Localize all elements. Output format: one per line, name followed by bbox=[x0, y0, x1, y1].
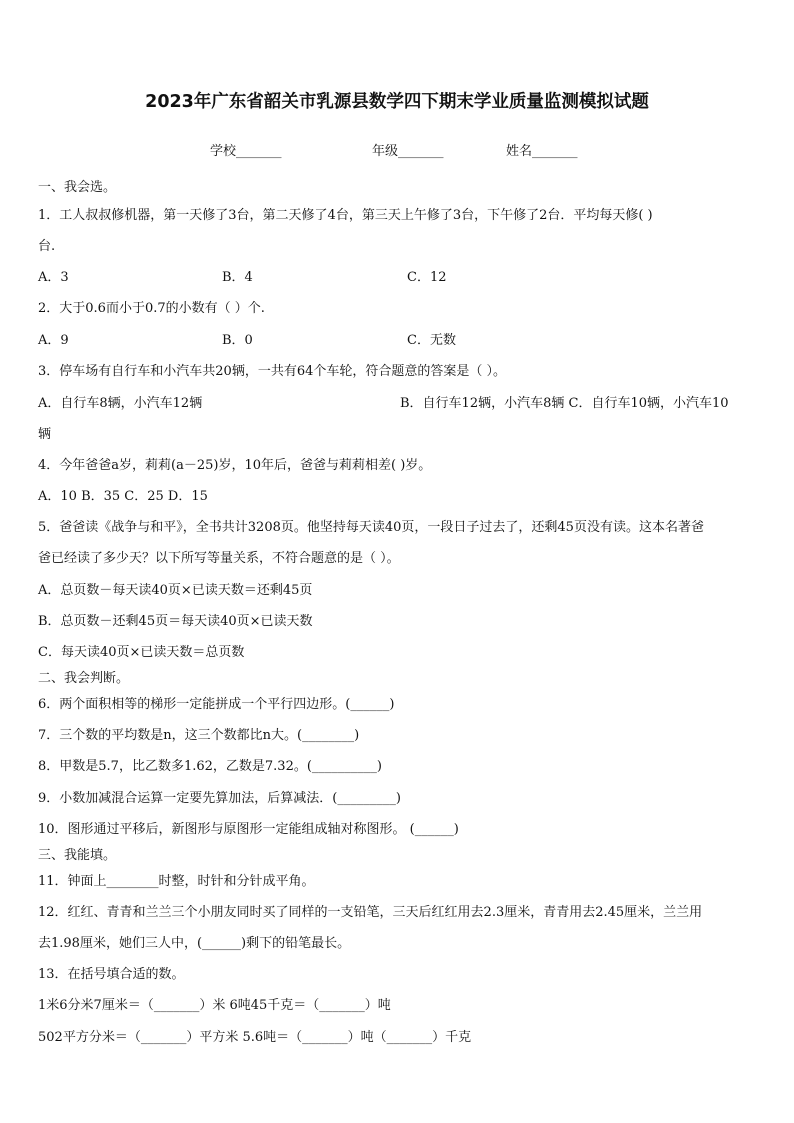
question-13: 13．在括号填合适的数。 bbox=[38, 967, 185, 982]
question-5-cont: 爸已经读了多少天？以下所写等量关系，不符合题意的是（ ）。 bbox=[38, 551, 400, 566]
question-8: 8．甲数是5.7，比乙数多1.62，乙数是7.32。(__________) bbox=[38, 759, 382, 774]
q2-option-b: B．0 bbox=[222, 333, 253, 348]
question-6: 6．两个面积相等的梯形一定能拼成一个平行四边形。(______) bbox=[38, 697, 395, 712]
q1-option-c: C．12 bbox=[407, 270, 447, 285]
question-12-cont: 去1.98厘米，她们三人中，(______)剩下的铅笔最长。 bbox=[38, 936, 351, 951]
q2-option-c: C．无数 bbox=[407, 333, 456, 348]
question-1-cont: 台. bbox=[38, 239, 56, 254]
q13-line-1: 1米6分米7厘米＝（_______）米 6吨45千克＝（_______）吨 bbox=[38, 998, 391, 1013]
q5-option-b: B．总页数－还剩45页＝每天读40页×已读天数 bbox=[38, 614, 313, 629]
q3-option-bc: B．自行车12辆，小汽车8辆 C．自行车10辆，小汽车10 bbox=[400, 396, 729, 411]
section-heading-fill: 三、我能填。 bbox=[38, 848, 117, 863]
q2-option-a: A．9 bbox=[38, 333, 69, 348]
section-heading-choice: 一、我会选。 bbox=[38, 180, 117, 195]
question-11: 11．钟面上________时整，时针和分针成平角。 bbox=[38, 874, 315, 889]
question-12: 12．红红、青青和兰兰三个小朋友同时买了同样的一支铅笔，三天后红红用去2.3厘米，青青用去2.45厘米，兰兰用 bbox=[38, 905, 703, 920]
q5-option-c: C．每天读40页×已读天数＝总页数 bbox=[38, 645, 245, 660]
page-title: 2023年广东省韶关市乳源县数学四下期末学业质量监测模拟试题 bbox=[145, 92, 649, 112]
question-3-cont: 辆 bbox=[38, 427, 52, 442]
section-heading-judge: 二、我会判断。 bbox=[38, 671, 130, 686]
school-field: 学校_______ bbox=[210, 144, 282, 159]
question-3: 3．停车场有自行车和小汽车共20辆，一共有64个车轮，符合题意的答案是（ ）。 bbox=[38, 364, 506, 379]
question-2: 2．大于0.6而小于0.7的小数有（ ）个. bbox=[38, 301, 265, 316]
q3-option-a: A．自行车8辆，小汽车12辆 bbox=[38, 396, 203, 411]
question-9: 9．小数加减混合运算一定要先算加法，后算减法．(_________) bbox=[38, 791, 401, 806]
question-4: 4．今年爸爸a岁，莉莉(a－25)岁，10年后，爸爸与莉莉相差( )岁。 bbox=[38, 458, 432, 473]
q1-option-b: B．4 bbox=[222, 270, 253, 285]
q5-option-a: A．总页数－每天读40页×已读天数＝还剩45页 bbox=[38, 583, 313, 598]
q4-options: A．10 B．35 C．25 D．15 bbox=[38, 489, 208, 504]
q13-line-2: 502平方分米＝（_______）平方米 5.6吨＝（_______）吨（_______）千克 bbox=[38, 1030, 472, 1045]
name-field: 姓名_______ bbox=[506, 144, 578, 159]
grade-field: 年级_______ bbox=[372, 144, 444, 159]
q1-option-a: A．3 bbox=[38, 270, 69, 285]
question-5: 5．爸爸读《战争与和平》，全书共计3208页。他坚持每天读40页，一段日子过去了，还剩45页没有读。这本名著爸 bbox=[38, 520, 704, 535]
question-1: 1．工人叔叔修机器，第一天修了3台，第二天修了4台，第三天上午修了3台，下午修了2台．平均每天修( ) bbox=[38, 208, 653, 223]
question-7: 7．三个数的平均数是n，这三个数都比n大。(________) bbox=[38, 728, 360, 743]
question-10: 10．图形通过平移后，新图形与原图形一定能组成轴对称图形。 (______) bbox=[38, 822, 459, 837]
